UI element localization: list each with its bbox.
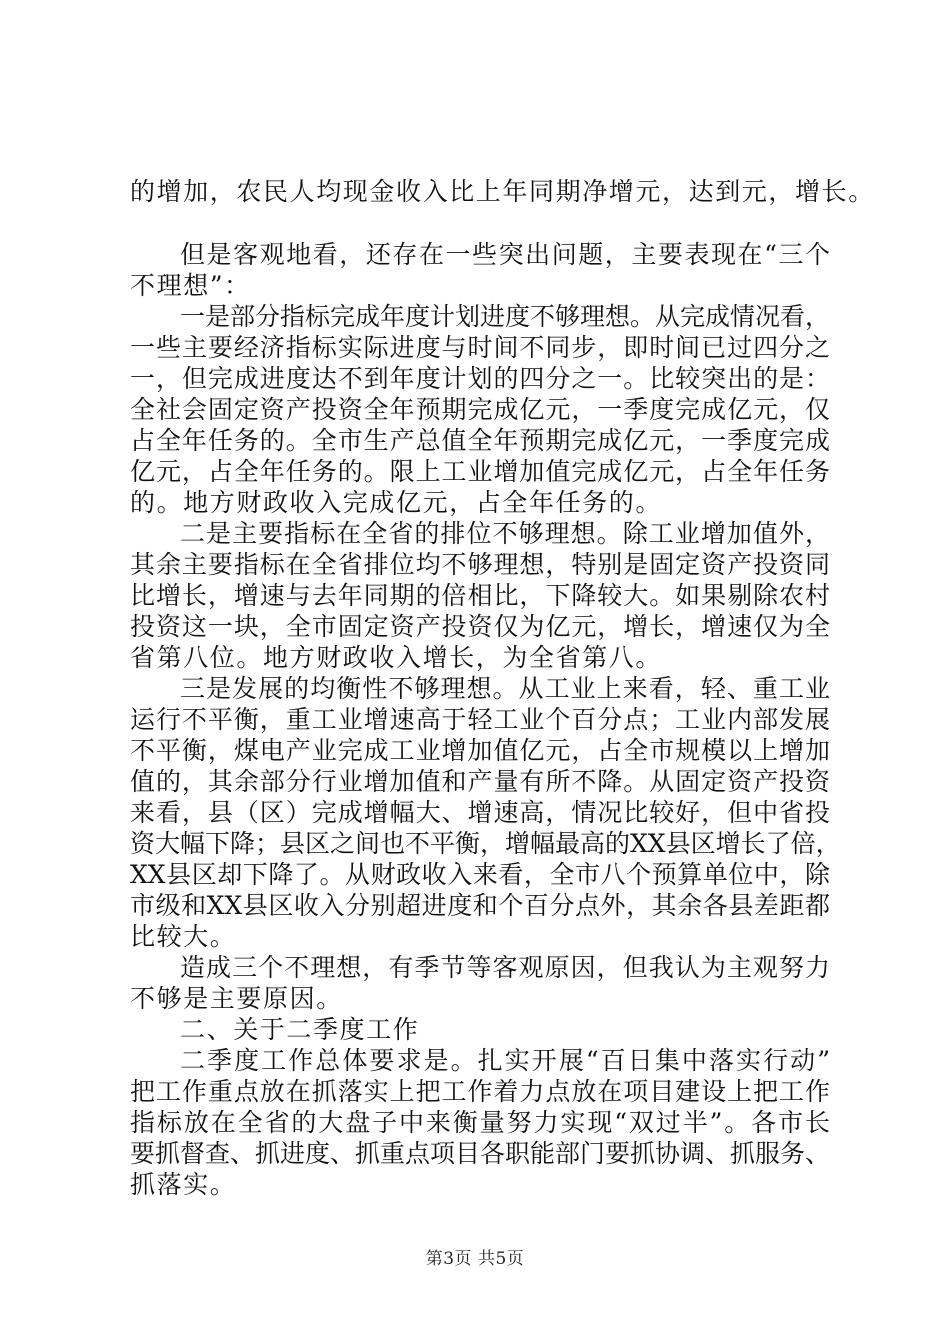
text-line: 二是主要指标在全省的排位不够理想。除工业增加值外，	[180, 519, 830, 548]
paragraph-gap	[130, 207, 830, 239]
text-line: 市级和XX县区收入分别超进度和个百分点外，其余各县差距都	[130, 891, 830, 920]
text-line: 省第八位。地方财政收入增长，为全省第八。	[130, 643, 663, 672]
text-line: 占全年任务的。全市生产总值全年预期完成亿元，一季度完成	[130, 426, 830, 455]
text-line: 比增长，增速与去年同期的倍相比，下降较大。如果剔除农村	[130, 581, 830, 610]
text-line: 一是部分指标完成年度计划进度不够理想。从完成情况看，	[180, 302, 831, 331]
text-line: 但是客观地看，还存在一些突出问题，主要表现在“三个	[180, 240, 830, 269]
text-line: 三是发展的均衡性不够理想。从工业上来看，轻、重工业	[180, 674, 830, 703]
text-line: 投资这一块，全市固定资产投资仅为亿元，增长，增速仅为全	[130, 612, 830, 641]
text-line: 指标放在全省的大盘子中来衡量努力实现“双过半”。各市长	[130, 1108, 830, 1137]
text-line: 来看，县（区）完成增幅大、增速高，情况比较好，但中省投	[130, 798, 830, 827]
text-line: 抓落实。	[130, 1170, 237, 1199]
text-line: 要抓督查、抓进度、抓重点项目各职能部门要抓协调、抓服务、	[130, 1139, 831, 1168]
text-line: 全社会固定资产投资全年预期完成亿元，一季度完成亿元，仅	[130, 395, 830, 424]
section-heading: 二、关于二季度工作	[180, 1015, 420, 1044]
text-line: 造成三个不理想，有季节等客观原因，但我认为主观努力	[180, 953, 830, 982]
text-line: 不够是主要原因。	[130, 984, 343, 1013]
text-line: 二季度工作总体要求是。扎实开展“百日集中落实行动”	[180, 1046, 830, 1075]
text-line: 的。地方财政收入完成亿元，占全年任务的。	[130, 488, 663, 517]
text-line: 不平衡，煤电产业完成工业增加值亿元，占全市规模以上增加	[130, 736, 830, 765]
text-line: 值的，其余部分行业增加值和产量有所不降。从固定资产投资	[130, 767, 830, 796]
text-line: 亿元，占全年任务的。限上工业增加值完成亿元，占全年任务	[130, 457, 830, 486]
page-footer	[0, 1244, 950, 1269]
page-number-label: 第3页 共5页	[425, 1249, 525, 1269]
text-line: 资大幅下降；县区之间也不平衡，增幅最高的XX县区增长了倍，	[130, 829, 841, 858]
text-line: 一些主要经济指标实际进度与时间不同步，即时间已过四分之	[130, 333, 830, 362]
text-line: 的增加，农民人均现金收入比上年同期净增元，达到元，增长。	[130, 177, 875, 206]
text-line: 把工作重点放在抓落实上把工作着力点放在项目建设上把工作	[130, 1077, 830, 1106]
text-line: 运行不平衡，重工业增速高于轻工业个百分点；工业内部发展	[130, 705, 830, 734]
text-line: XX县区却下降了。从财政收入来看，全市八个预算单位中，除	[130, 860, 830, 889]
text-line: 一，但完成进度达不到年度计划的四分之一。比较突出的是：	[130, 364, 830, 393]
text-line: 不理想”：	[130, 271, 251, 300]
document-body	[130, 176, 875, 1200]
text-line: 其余主要指标在全省排位均不够理想，特别是固定资产投资同	[130, 550, 830, 579]
text-line: 比较大。	[130, 922, 237, 951]
